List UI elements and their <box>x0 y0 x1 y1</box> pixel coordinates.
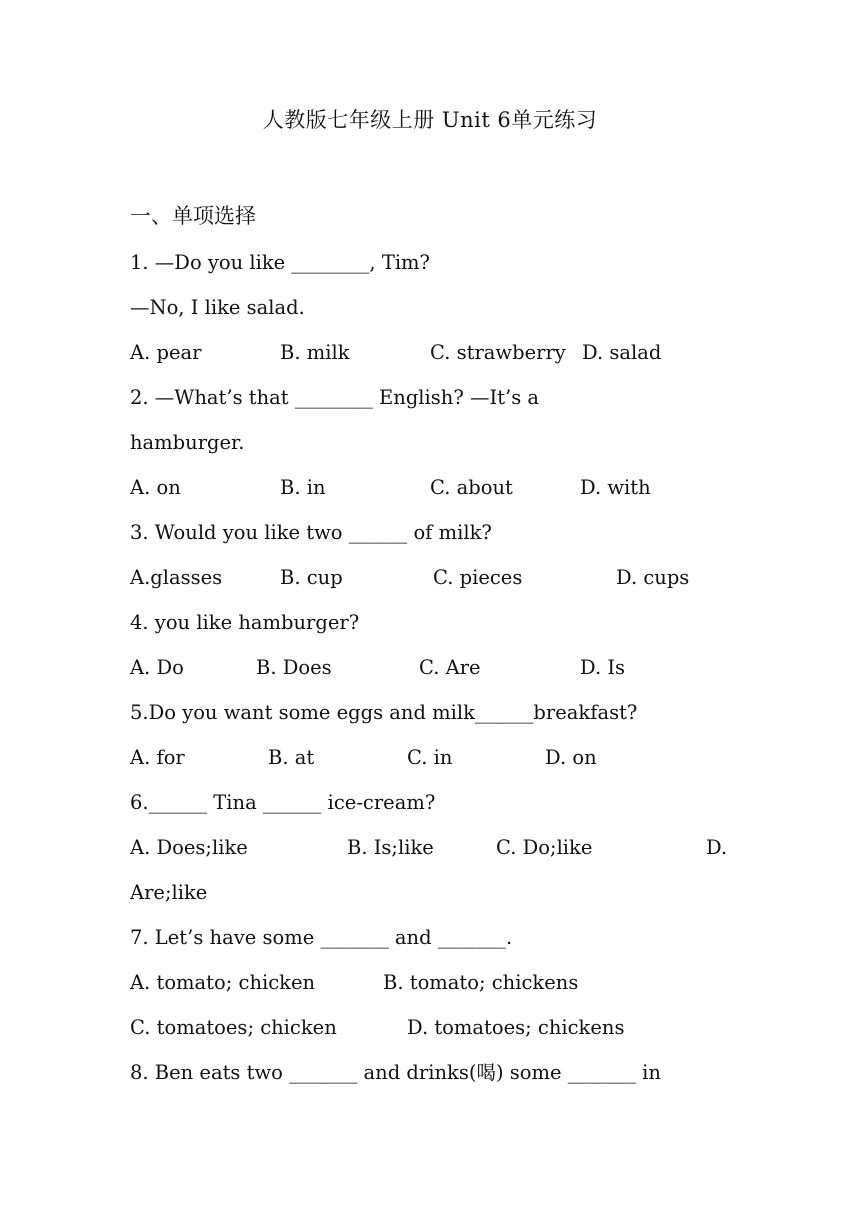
option-d[interactable]: D. Is <box>580 656 626 679</box>
page-title: 人教版七年级上册 Unit 6单元练习 <box>262 108 598 132</box>
question-8-stem: 8. Ben eats two _______ and drinks(喝) some _______ in <box>130 1061 661 1084</box>
option-a[interactable]: A. on <box>130 476 181 499</box>
option-d[interactable]: D. salad <box>582 341 662 364</box>
option-d[interactable]: D. with <box>580 476 651 499</box>
option-a[interactable]: A. Do <box>130 656 184 679</box>
option-a[interactable]: A. tomato; chicken <box>130 971 316 994</box>
question-6-options-cont[interactable]: Are;like <box>130 881 208 904</box>
option-b[interactable]: B. in <box>280 476 326 499</box>
option-a[interactable]: A.glasses <box>130 566 223 589</box>
question-3-stem: 3. Would you like two ______ of milk? <box>130 521 492 544</box>
question-1-stem-cont: —No, I like salad. <box>130 296 305 319</box>
question-7-stem: 7. Let’s have some _______ and _______. <box>130 926 513 949</box>
option-c[interactable]: C. about <box>430 476 513 499</box>
option-d[interactable]: D. on <box>545 746 597 769</box>
option-b[interactable]: B. Is;like <box>347 836 434 859</box>
option-c[interactable]: C. in <box>407 746 453 769</box>
option-c[interactable]: C. Do;like <box>496 836 593 859</box>
option-d[interactable]: D. tomatoes; chickens <box>407 1016 625 1039</box>
option-d[interactable]: D. <box>706 836 728 859</box>
option-a[interactable]: A. pear <box>130 341 202 364</box>
question-5-stem: 5.Do you want some eggs and milk______breakfast? <box>130 701 638 724</box>
question-4-stem: 4. you like hamburger? <box>130 611 360 634</box>
option-b[interactable]: B. milk <box>280 341 350 364</box>
option-c[interactable]: C. pieces <box>433 566 523 589</box>
option-d[interactable]: D. cups <box>616 566 690 589</box>
option-b[interactable]: B. Does <box>256 656 332 679</box>
question-1-stem: 1. —Do you like ________, Tim? <box>130 251 431 274</box>
option-c[interactable]: C. strawberry <box>430 341 566 364</box>
option-a[interactable]: A. for <box>130 746 185 769</box>
option-c[interactable]: C. tomatoes; chicken <box>130 1016 337 1039</box>
question-2-stem-cont: hamburger. <box>130 431 245 454</box>
question-6-stem: 6.______ Tina ______ ice-cream? <box>130 791 436 814</box>
option-b[interactable]: B. tomato; chickens <box>383 971 579 994</box>
section-heading: 一、单项选择 <box>130 204 256 228</box>
option-a[interactable]: A. Does;like <box>130 836 248 859</box>
question-2-stem: 2. —What’s that ________ English? —It’s a <box>130 386 540 409</box>
option-c[interactable]: C. Are <box>419 656 481 679</box>
option-b[interactable]: B. cup <box>280 566 343 589</box>
option-b[interactable]: B. at <box>268 746 315 769</box>
